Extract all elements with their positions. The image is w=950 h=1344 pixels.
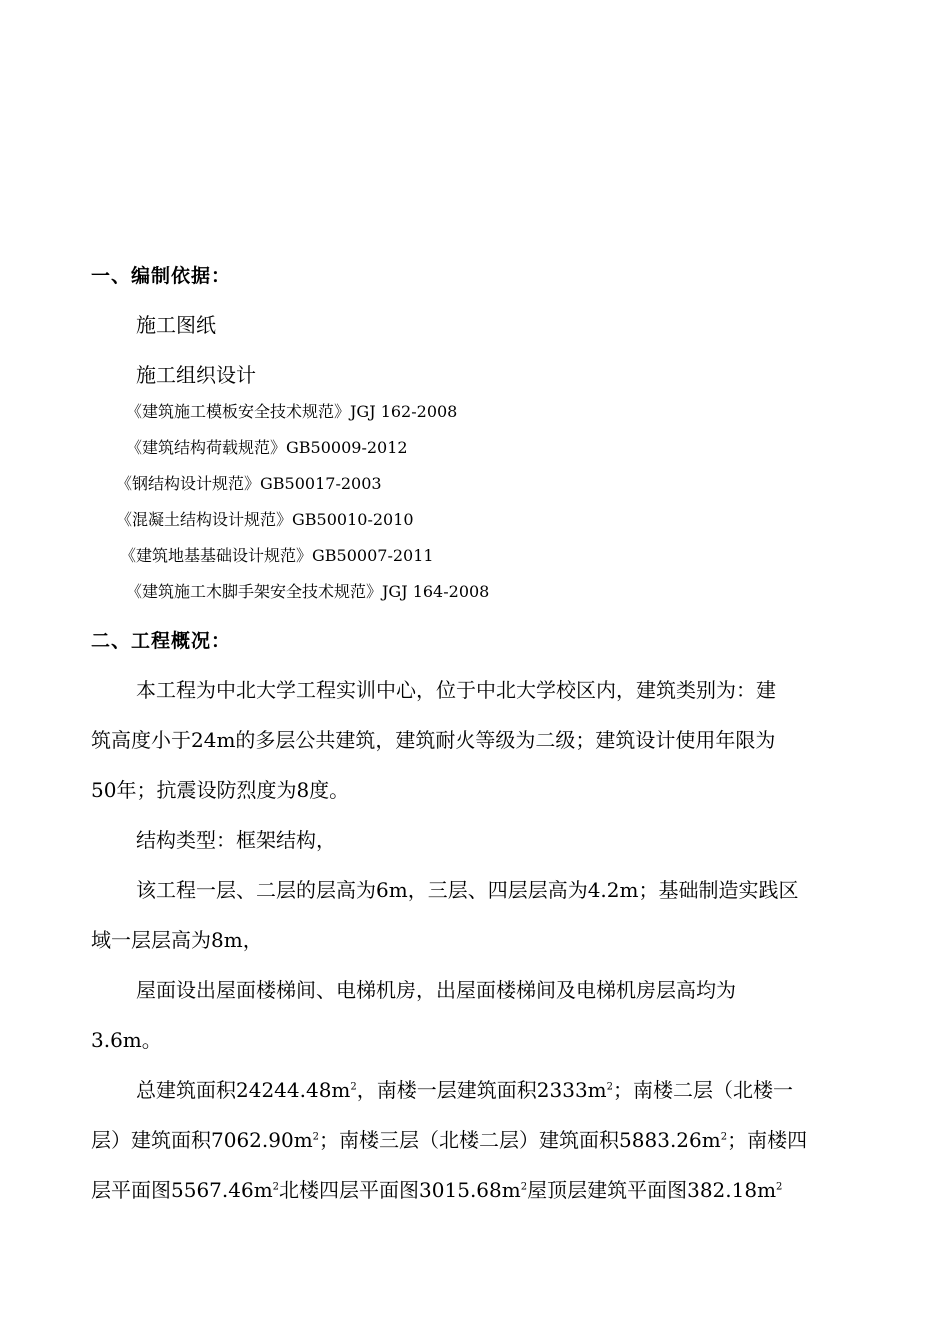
superscript: 2 xyxy=(776,1181,783,1193)
reference-item: 《混凝土结构设计规范》GB50010-2010 xyxy=(116,510,414,529)
superscript: 2 xyxy=(350,1081,357,1093)
superscript: 2 xyxy=(520,1181,528,1193)
text-line: 结构类型：框架结构， xyxy=(136,828,336,852)
area-text: 层）建筑面积7062.90m xyxy=(91,1128,313,1152)
text-line: 屋面设出屋面楼梯间、电梯机房，出屋面楼梯间及电梯机房层高均为 xyxy=(136,978,736,1002)
superscript: 2 xyxy=(272,1181,280,1193)
text-line: 域一层层高为8m， xyxy=(91,928,263,952)
text-line: 3.6m。 xyxy=(91,1028,162,1052)
text-line xyxy=(91,1165,859,1215)
area-text: 北楼四层平面图3015.68m xyxy=(279,1178,521,1202)
overview-paragraph-areas xyxy=(91,1065,859,1215)
area-text: 屋顶层建筑平面图382.18m xyxy=(527,1178,777,1202)
text-line: 50年；抗震设防烈度为8度。 xyxy=(91,778,350,802)
section-heading-overview: 二、工程概况： xyxy=(91,630,232,652)
superscript: 2 xyxy=(312,1131,320,1143)
reference-item: 《建筑地基基础设计规范》GB50007-2011 xyxy=(120,546,434,565)
superscript: 2 xyxy=(720,1131,728,1143)
basis-item-organization-design: 施工组织设计 xyxy=(136,363,256,387)
area-text: 总建筑面积24244.48m xyxy=(136,1078,351,1102)
reference-item: 《钢结构设计规范》GB50017-2003 xyxy=(116,474,382,493)
text-line: 筑高度小于24m的多层公共建筑，建筑耐火等级为二级；建筑设计使用年限为 xyxy=(91,728,776,752)
overview-paragraph-roof xyxy=(91,965,859,1065)
area-text: ，南楼一层建筑面积2333m xyxy=(356,1078,607,1102)
superscript: 2 xyxy=(606,1081,614,1093)
reference-item: 《建筑结构荷载规范》GB50009-2012 xyxy=(126,438,408,457)
area-text: ；南楼三层（北楼二层）建筑面积5883.26m xyxy=(319,1128,721,1152)
area-text: 层平面图5567.46m xyxy=(91,1178,273,1202)
text-line xyxy=(91,1065,859,1115)
overview-paragraph-structure xyxy=(91,815,859,865)
reference-item: 《建筑施工模板安全技术规范》JGJ 162-2008 xyxy=(126,402,458,421)
area-text: ；南楼四 xyxy=(727,1128,808,1152)
text-line: 该工程一层、二层的层高为6m，三层、四层层高为4.2m；基础制造实践区 xyxy=(136,878,799,902)
area-text: ；南楼二层（北楼一 xyxy=(613,1078,794,1102)
reference-item: 《建筑施工木脚手架安全技术规范》JGJ 164-2008 xyxy=(126,582,490,601)
section-heading-basis: 一、编制依据： xyxy=(91,265,232,287)
overview-paragraph-general xyxy=(91,665,859,815)
basis-item-drawings: 施工图纸 xyxy=(136,313,216,337)
text-line xyxy=(91,1115,859,1165)
overview-paragraph-floor-heights xyxy=(91,865,859,965)
text-line: 本工程为中北大学工程实训中心，位于中北大学校区内，建筑类别为：建 xyxy=(136,678,776,702)
